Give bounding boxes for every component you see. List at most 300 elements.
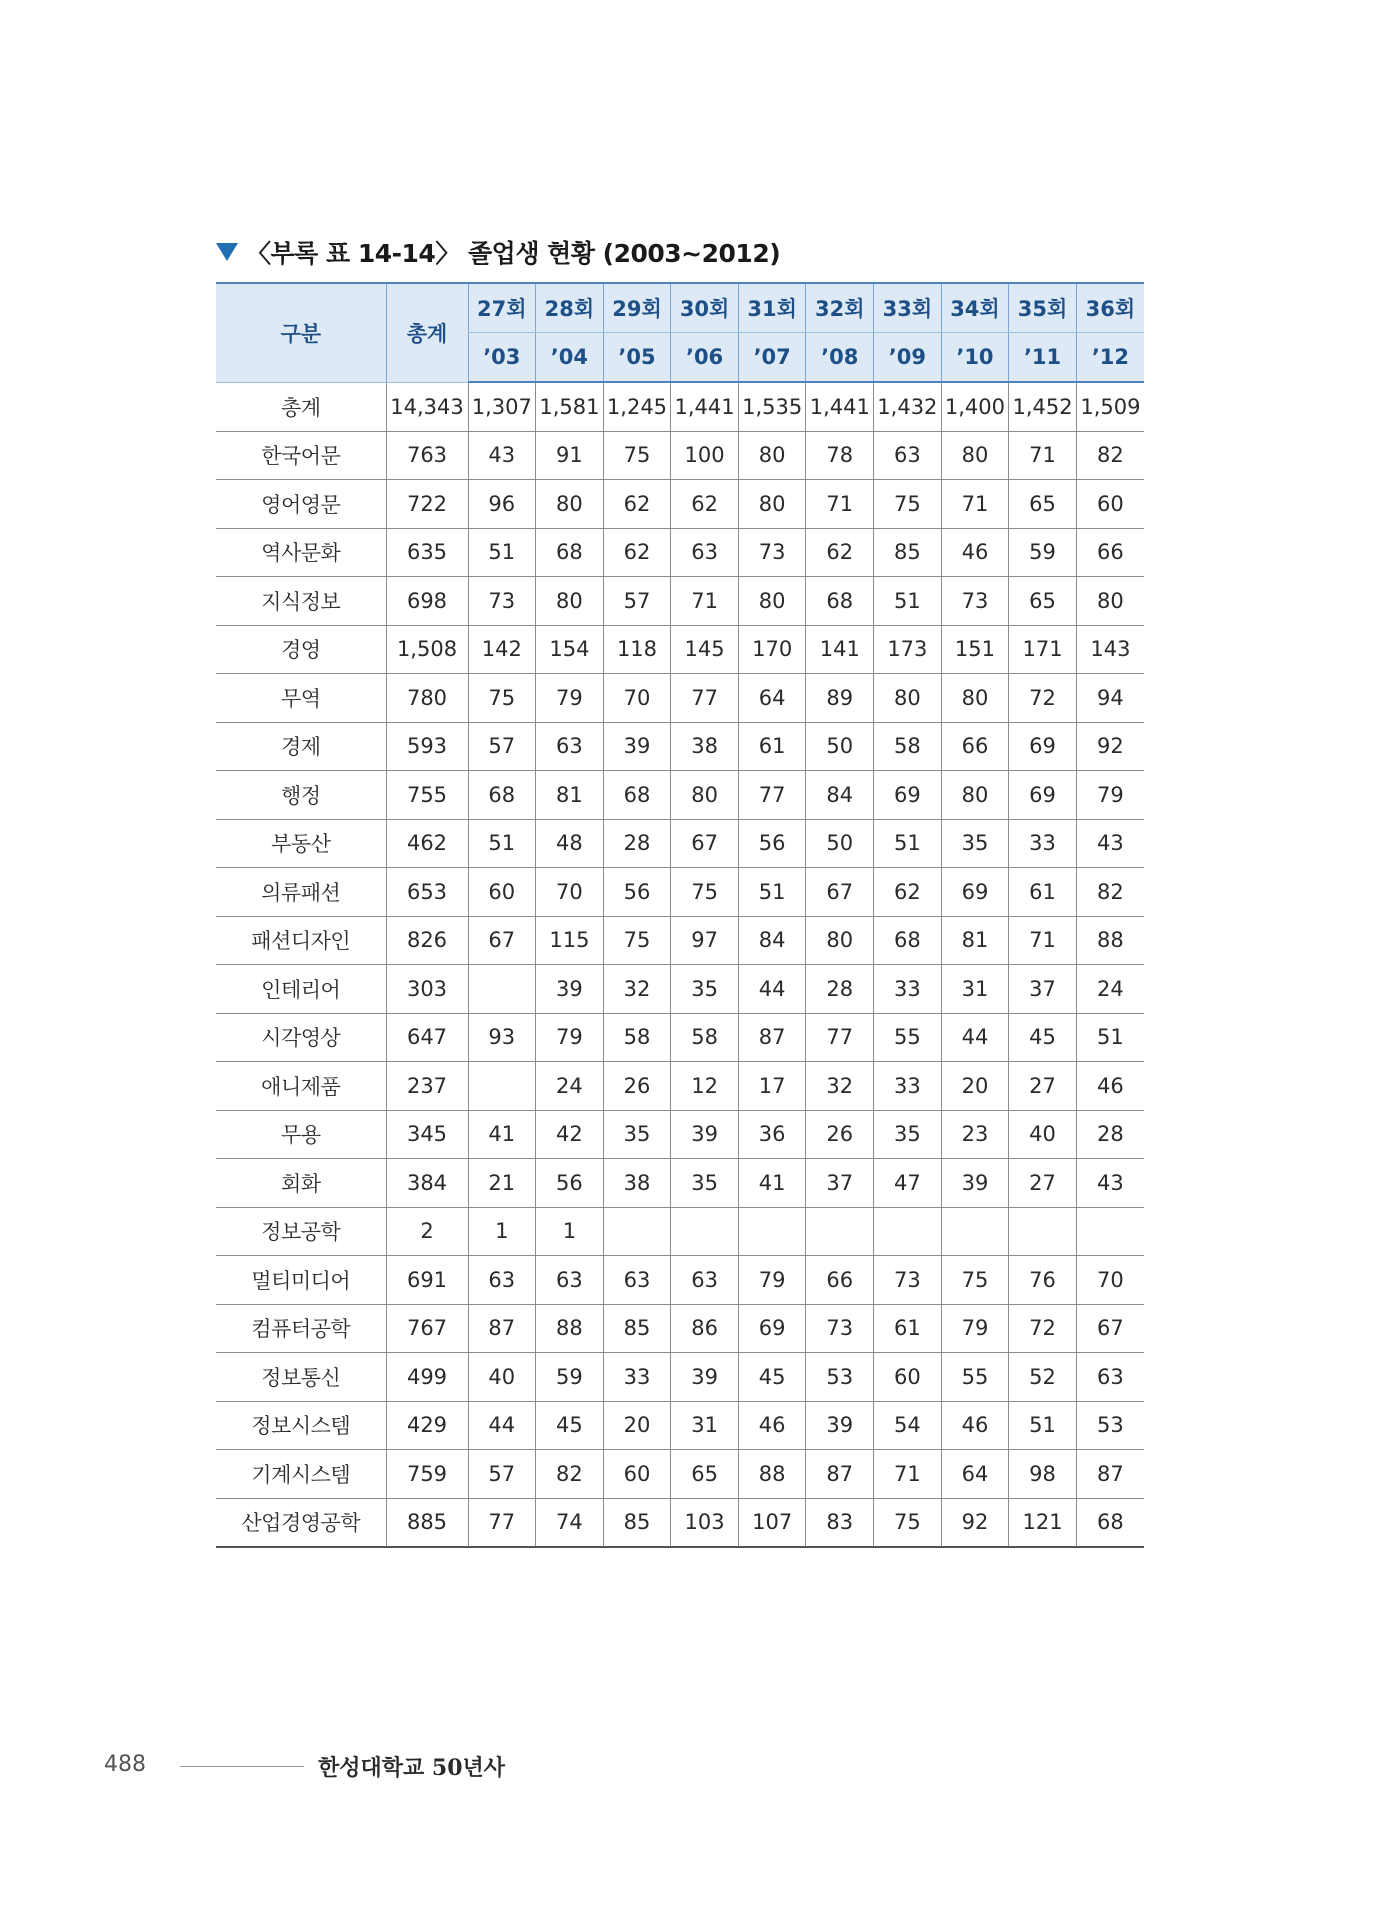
- table-cell: 69: [874, 771, 942, 820]
- table-cell: 60: [1076, 480, 1144, 529]
- table-cell: 67: [671, 819, 739, 868]
- table-cell: 63: [468, 1256, 536, 1305]
- header-session: 27회: [468, 283, 536, 333]
- table-cell: 87: [806, 1450, 874, 1499]
- table-cell: 37: [1009, 965, 1077, 1014]
- row-label: 무용: [216, 1110, 386, 1159]
- header-total: 총계: [386, 283, 468, 382]
- row-total: 14,343: [386, 382, 468, 431]
- table-cell: 33: [874, 965, 942, 1014]
- table-cell: 70: [603, 674, 671, 723]
- table-cell: [468, 965, 536, 1014]
- row-total: 653: [386, 868, 468, 917]
- table-cell: 75: [874, 480, 942, 529]
- table-cell: 141: [806, 625, 874, 674]
- row-label: 정보시스템: [216, 1401, 386, 1450]
- table-cell: 38: [603, 1159, 671, 1208]
- row-total: 1,508: [386, 625, 468, 674]
- row-label: 의류패션: [216, 868, 386, 917]
- table-cell: 68: [536, 528, 604, 577]
- table-cell: 46: [1076, 1062, 1144, 1111]
- table-cell: 69: [1009, 722, 1077, 771]
- header-session: 32회: [806, 283, 874, 333]
- table-cell: 1,581: [536, 382, 604, 431]
- table-cell: 23: [941, 1110, 1009, 1159]
- table-cell: 24: [536, 1062, 604, 1111]
- table-cell: 26: [603, 1062, 671, 1111]
- table-cell: 84: [738, 916, 806, 965]
- table-cell: 93: [468, 1013, 536, 1062]
- table-cell: 61: [738, 722, 806, 771]
- graduates-table: [216, 282, 1144, 1548]
- row-total: 763: [386, 431, 468, 480]
- table-cell: 41: [738, 1159, 806, 1208]
- table-cell: 35: [874, 1110, 942, 1159]
- table-cell: [941, 1207, 1009, 1256]
- header-year: ’11: [1009, 333, 1077, 383]
- table-cell: 170: [738, 625, 806, 674]
- table-cell: 100: [671, 431, 739, 480]
- table-cell: 57: [468, 722, 536, 771]
- table-row: [216, 431, 1144, 480]
- table-cell: 63: [874, 431, 942, 480]
- table-cell: 63: [536, 722, 604, 771]
- table-cell: 81: [941, 916, 1009, 965]
- table-cell: 62: [603, 480, 671, 529]
- row-label: 정보공학: [216, 1207, 386, 1256]
- table-cell: 70: [536, 868, 604, 917]
- table-cell: 50: [806, 819, 874, 868]
- row-total: 462: [386, 819, 468, 868]
- table-row: [216, 674, 1144, 723]
- table-cell: 171: [1009, 625, 1077, 674]
- table-cell: 87: [738, 1013, 806, 1062]
- table-cell: 60: [468, 868, 536, 917]
- table-cell: 38: [671, 722, 739, 771]
- table-cell: 80: [738, 480, 806, 529]
- header-year: ’09: [874, 333, 942, 383]
- table-cell: 75: [941, 1256, 1009, 1305]
- table-cell: 20: [603, 1401, 671, 1450]
- table-cell: 145: [671, 625, 739, 674]
- table-cell: 53: [806, 1353, 874, 1402]
- table-cell: [1076, 1207, 1144, 1256]
- header-year: ’04: [536, 333, 604, 383]
- header-session: 28회: [536, 283, 604, 333]
- header-year: ’10: [941, 333, 1009, 383]
- table-cell: 70: [1076, 1256, 1144, 1305]
- table-cell: 46: [941, 1401, 1009, 1450]
- row-label: 부동산: [216, 819, 386, 868]
- table-cell: 86: [671, 1304, 739, 1353]
- row-total: 698: [386, 577, 468, 626]
- table-row: [216, 819, 1144, 868]
- row-label: 정보통신: [216, 1353, 386, 1402]
- table-cell: 57: [603, 577, 671, 626]
- header-year: ’03: [468, 333, 536, 383]
- header-session: 34회: [941, 283, 1009, 333]
- table-row: [216, 1207, 1144, 1256]
- table-cell: 82: [1076, 431, 1144, 480]
- book-title: 한성대학교 50년사: [318, 1755, 506, 1781]
- table-cell: 80: [806, 916, 874, 965]
- table-cell: 88: [1076, 916, 1144, 965]
- table-cell: 35: [603, 1110, 671, 1159]
- table-cell: 42: [536, 1110, 604, 1159]
- table-row: [216, 577, 1144, 626]
- table-cell: 43: [468, 431, 536, 480]
- table-cell: 85: [874, 528, 942, 577]
- table-cell: 79: [536, 1013, 604, 1062]
- table-cell: 63: [603, 1256, 671, 1305]
- table-cell: 78: [806, 431, 874, 480]
- table-cell: 80: [941, 431, 1009, 480]
- table-cell: 77: [468, 1498, 536, 1547]
- table-cell: 73: [874, 1256, 942, 1305]
- row-total: 767: [386, 1304, 468, 1353]
- row-label: 기계시스템: [216, 1450, 386, 1499]
- table-cell: 39: [806, 1401, 874, 1450]
- table-cell: 151: [941, 625, 1009, 674]
- table-cell: 88: [536, 1304, 604, 1353]
- table-cell: 76: [1009, 1256, 1077, 1305]
- table-cell: 68: [468, 771, 536, 820]
- table-cell: 39: [671, 1353, 739, 1402]
- footer-divider: [180, 1766, 304, 1767]
- table-cell: [806, 1207, 874, 1256]
- triangle-bullet-icon: [216, 243, 238, 261]
- row-total: 593: [386, 722, 468, 771]
- row-label: 행정: [216, 771, 386, 820]
- table-cell: 68: [806, 577, 874, 626]
- table-cell: 84: [806, 771, 874, 820]
- table-row: [216, 480, 1144, 529]
- table-cell: 71: [1009, 431, 1077, 480]
- table-cell: 75: [874, 1498, 942, 1547]
- table-cell: 45: [1009, 1013, 1077, 1062]
- table-cell: 65: [671, 1450, 739, 1499]
- table-cell: 33: [603, 1353, 671, 1402]
- table-cell: 91: [536, 431, 604, 480]
- table-cell: 51: [1009, 1401, 1077, 1450]
- row-total: 499: [386, 1353, 468, 1402]
- table-cell: 39: [536, 965, 604, 1014]
- table-cell: 65: [1009, 577, 1077, 626]
- table-cell: 143: [1076, 625, 1144, 674]
- table-cell: 82: [1076, 868, 1144, 917]
- table-cell: 62: [671, 480, 739, 529]
- table-title-text: 〈부록 표 14-14〉 졸업생 현황 (2003~2012): [246, 239, 781, 268]
- row-label: 패션디자인: [216, 916, 386, 965]
- table-cell: 118: [603, 625, 671, 674]
- table-cell: 154: [536, 625, 604, 674]
- row-label: 시각영상: [216, 1013, 386, 1062]
- table-row: [216, 528, 1144, 577]
- row-label: 총계: [216, 382, 386, 431]
- table-cell: 39: [603, 722, 671, 771]
- row-total: 237: [386, 1062, 468, 1111]
- table-row: [216, 722, 1144, 771]
- table-cell: 82: [536, 1450, 604, 1499]
- row-total: 2: [386, 1207, 468, 1256]
- table-cell: 73: [806, 1304, 874, 1353]
- table-cell: 52: [1009, 1353, 1077, 1402]
- table-cell: 75: [603, 916, 671, 965]
- row-label: 경영: [216, 625, 386, 674]
- table-cell: 50: [806, 722, 874, 771]
- table-cell: 61: [1009, 868, 1077, 917]
- table-cell: 57: [468, 1450, 536, 1499]
- table-cell: 94: [1076, 674, 1144, 723]
- table-cell: 33: [1009, 819, 1077, 868]
- table-cell: 80: [941, 771, 1009, 820]
- table-cell: 55: [874, 1013, 942, 1062]
- row-label: 역사문화: [216, 528, 386, 577]
- header-session: 33회: [874, 283, 942, 333]
- table-row: [216, 1353, 1144, 1402]
- table-cell: 66: [806, 1256, 874, 1305]
- table-cell: 59: [1009, 528, 1077, 577]
- table-cell: 1,432: [874, 382, 942, 431]
- table-cell: 62: [603, 528, 671, 577]
- table-cell: 77: [806, 1013, 874, 1062]
- header-year: ’07: [738, 333, 806, 383]
- row-total: 885: [386, 1498, 468, 1547]
- row-label: 한국어문: [216, 431, 386, 480]
- table-cell: 45: [738, 1353, 806, 1402]
- table-cell: 46: [941, 528, 1009, 577]
- table-cell: 75: [468, 674, 536, 723]
- table-cell: 27: [1009, 1159, 1077, 1208]
- table-cell: 80: [671, 771, 739, 820]
- header-year: ’05: [603, 333, 671, 383]
- table-cell: 71: [874, 1450, 942, 1499]
- table-cell: 40: [1009, 1110, 1077, 1159]
- header-session: 31회: [738, 283, 806, 333]
- table-cell: 58: [603, 1013, 671, 1062]
- table-cell: 77: [671, 674, 739, 723]
- table-cell: 121: [1009, 1498, 1077, 1547]
- table-cell: 55: [941, 1353, 1009, 1402]
- table-cell: 73: [468, 577, 536, 626]
- table-cell: 1: [468, 1207, 536, 1256]
- table-cell: 75: [671, 868, 739, 917]
- table-cell: 66: [1076, 528, 1144, 577]
- row-label: 멀티미디어: [216, 1256, 386, 1305]
- table-row: [216, 625, 1144, 674]
- table-cell: 48: [536, 819, 604, 868]
- table-cell: 69: [1009, 771, 1077, 820]
- table-cell: 1,452: [1009, 382, 1077, 431]
- table-cell: 71: [1009, 916, 1077, 965]
- table-cell: 35: [671, 1159, 739, 1208]
- table-cell: 92: [941, 1498, 1009, 1547]
- table-cell: 75: [603, 431, 671, 480]
- table-cell: 65: [1009, 480, 1077, 529]
- table-cell: 71: [671, 577, 739, 626]
- table-row: [216, 1062, 1144, 1111]
- table-cell: 87: [468, 1304, 536, 1353]
- table-cell: 43: [1076, 1159, 1144, 1208]
- table-cell: [468, 1062, 536, 1111]
- table-cell: 28: [603, 819, 671, 868]
- table-cell: 80: [738, 577, 806, 626]
- table-cell: 69: [738, 1304, 806, 1353]
- table-cell: 32: [603, 965, 671, 1014]
- table-cell: 31: [941, 965, 1009, 1014]
- table-cell: 80: [536, 480, 604, 529]
- table-cell: [671, 1207, 739, 1256]
- table-cell: 68: [1076, 1498, 1144, 1547]
- table-row: [216, 1256, 1144, 1305]
- table-cell: 63: [1076, 1353, 1144, 1402]
- table-cell: 1,400: [941, 382, 1009, 431]
- table-cell: 44: [941, 1013, 1009, 1062]
- table-cell: 74: [536, 1498, 604, 1547]
- table-cell: 73: [941, 577, 1009, 626]
- table-cell: 36: [738, 1110, 806, 1159]
- table-cell: 43: [1076, 819, 1144, 868]
- table-cell: 80: [536, 577, 604, 626]
- table-cell: 58: [671, 1013, 739, 1062]
- table-cell: 83: [806, 1498, 874, 1547]
- table-cell: 1,307: [468, 382, 536, 431]
- table-cell: 79: [536, 674, 604, 723]
- table-row: [216, 1450, 1144, 1499]
- table-cell: 96: [468, 480, 536, 529]
- row-label: 지식정보: [216, 577, 386, 626]
- row-total: 635: [386, 528, 468, 577]
- table-row: [216, 868, 1144, 917]
- table-cell: 28: [1076, 1110, 1144, 1159]
- row-label: 경제: [216, 722, 386, 771]
- table-cell: 1,441: [671, 382, 739, 431]
- table-cell: 63: [536, 1256, 604, 1305]
- table-cell: 80: [941, 674, 1009, 723]
- row-total: 691: [386, 1256, 468, 1305]
- table-cell: 1,441: [806, 382, 874, 431]
- table-cell: 56: [536, 1159, 604, 1208]
- table-cell: 60: [874, 1353, 942, 1402]
- table-cell: 46: [738, 1401, 806, 1450]
- table-cell: 62: [806, 528, 874, 577]
- table-cell: 41: [468, 1110, 536, 1159]
- table-cell: 56: [738, 819, 806, 868]
- header-year: ’08: [806, 333, 874, 383]
- table-row: [216, 916, 1144, 965]
- table-row: [216, 771, 1144, 820]
- row-label: 영어영문: [216, 480, 386, 529]
- table-cell: 79: [1076, 771, 1144, 820]
- table-cell: 68: [874, 916, 942, 965]
- header-session: 30회: [671, 283, 739, 333]
- table-cell: 72: [1009, 674, 1077, 723]
- table-cell: 115: [536, 916, 604, 965]
- table-cell: 71: [941, 480, 1009, 529]
- table-cell: 107: [738, 1498, 806, 1547]
- header-session: 35회: [1009, 283, 1077, 333]
- table-cell: 77: [738, 771, 806, 820]
- table-cell: 63: [671, 528, 739, 577]
- table-cell: 28: [806, 965, 874, 1014]
- table-cell: 67: [806, 868, 874, 917]
- row-label: 회화: [216, 1159, 386, 1208]
- table-cell: 62: [874, 868, 942, 917]
- table-cell: 54: [874, 1401, 942, 1450]
- table-cell: 88: [738, 1450, 806, 1499]
- table-title: [216, 234, 780, 270]
- table-cell: 20: [941, 1062, 1009, 1111]
- table-cell: 89: [806, 674, 874, 723]
- row-label: 컴퓨터공학: [216, 1304, 386, 1353]
- table-cell: 72: [1009, 1304, 1077, 1353]
- table-cell: 26: [806, 1110, 874, 1159]
- table-cell: 24: [1076, 965, 1144, 1014]
- table-cell: 80: [1076, 577, 1144, 626]
- row-total: 303: [386, 965, 468, 1014]
- row-total: 384: [386, 1159, 468, 1208]
- table-cell: 85: [603, 1304, 671, 1353]
- table-cell: [603, 1207, 671, 1256]
- table-cell: 64: [941, 1450, 1009, 1499]
- table-cell: 58: [874, 722, 942, 771]
- table-cell: [1009, 1207, 1077, 1256]
- table-cell: 68: [603, 771, 671, 820]
- row-label: 무역: [216, 674, 386, 723]
- row-total: 780: [386, 674, 468, 723]
- table-cell: 73: [738, 528, 806, 577]
- table-cell: 44: [738, 965, 806, 1014]
- row-total: 755: [386, 771, 468, 820]
- row-total: 647: [386, 1013, 468, 1062]
- table-row: [216, 1110, 1144, 1159]
- table-row: [216, 965, 1144, 1014]
- table-cell: 1,509: [1076, 382, 1144, 431]
- table-cell: 40: [468, 1353, 536, 1402]
- table-cell: 66: [941, 722, 1009, 771]
- table-cell: 60: [603, 1450, 671, 1499]
- table-cell: 98: [1009, 1450, 1077, 1499]
- table-cell: 67: [468, 916, 536, 965]
- header-category: 구분: [216, 283, 386, 382]
- table-cell: 39: [941, 1159, 1009, 1208]
- header-year: ’06: [671, 333, 739, 383]
- table-cell: 59: [536, 1353, 604, 1402]
- table-cell: 51: [1076, 1013, 1144, 1062]
- table-cell: 32: [806, 1062, 874, 1111]
- table-cell: 51: [468, 819, 536, 868]
- table-cell: 51: [874, 577, 942, 626]
- row-total: 722: [386, 480, 468, 529]
- table-cell: 35: [671, 965, 739, 1014]
- table-row: [216, 382, 1144, 431]
- table-cell: 87: [1076, 1450, 1144, 1499]
- row-total: 429: [386, 1401, 468, 1450]
- table-cell: 21: [468, 1159, 536, 1208]
- table-cell: 80: [874, 674, 942, 723]
- table-cell: 45: [536, 1401, 604, 1450]
- table-cell: 92: [1076, 722, 1144, 771]
- table-cell: 85: [603, 1498, 671, 1547]
- row-total: 345: [386, 1110, 468, 1159]
- table-cell: [874, 1207, 942, 1256]
- row-total: 826: [386, 916, 468, 965]
- table-cell: 97: [671, 916, 739, 965]
- table-cell: 51: [738, 868, 806, 917]
- header-session: 29회: [603, 283, 671, 333]
- table-cell: 27: [1009, 1062, 1077, 1111]
- table-cell: 35: [941, 819, 1009, 868]
